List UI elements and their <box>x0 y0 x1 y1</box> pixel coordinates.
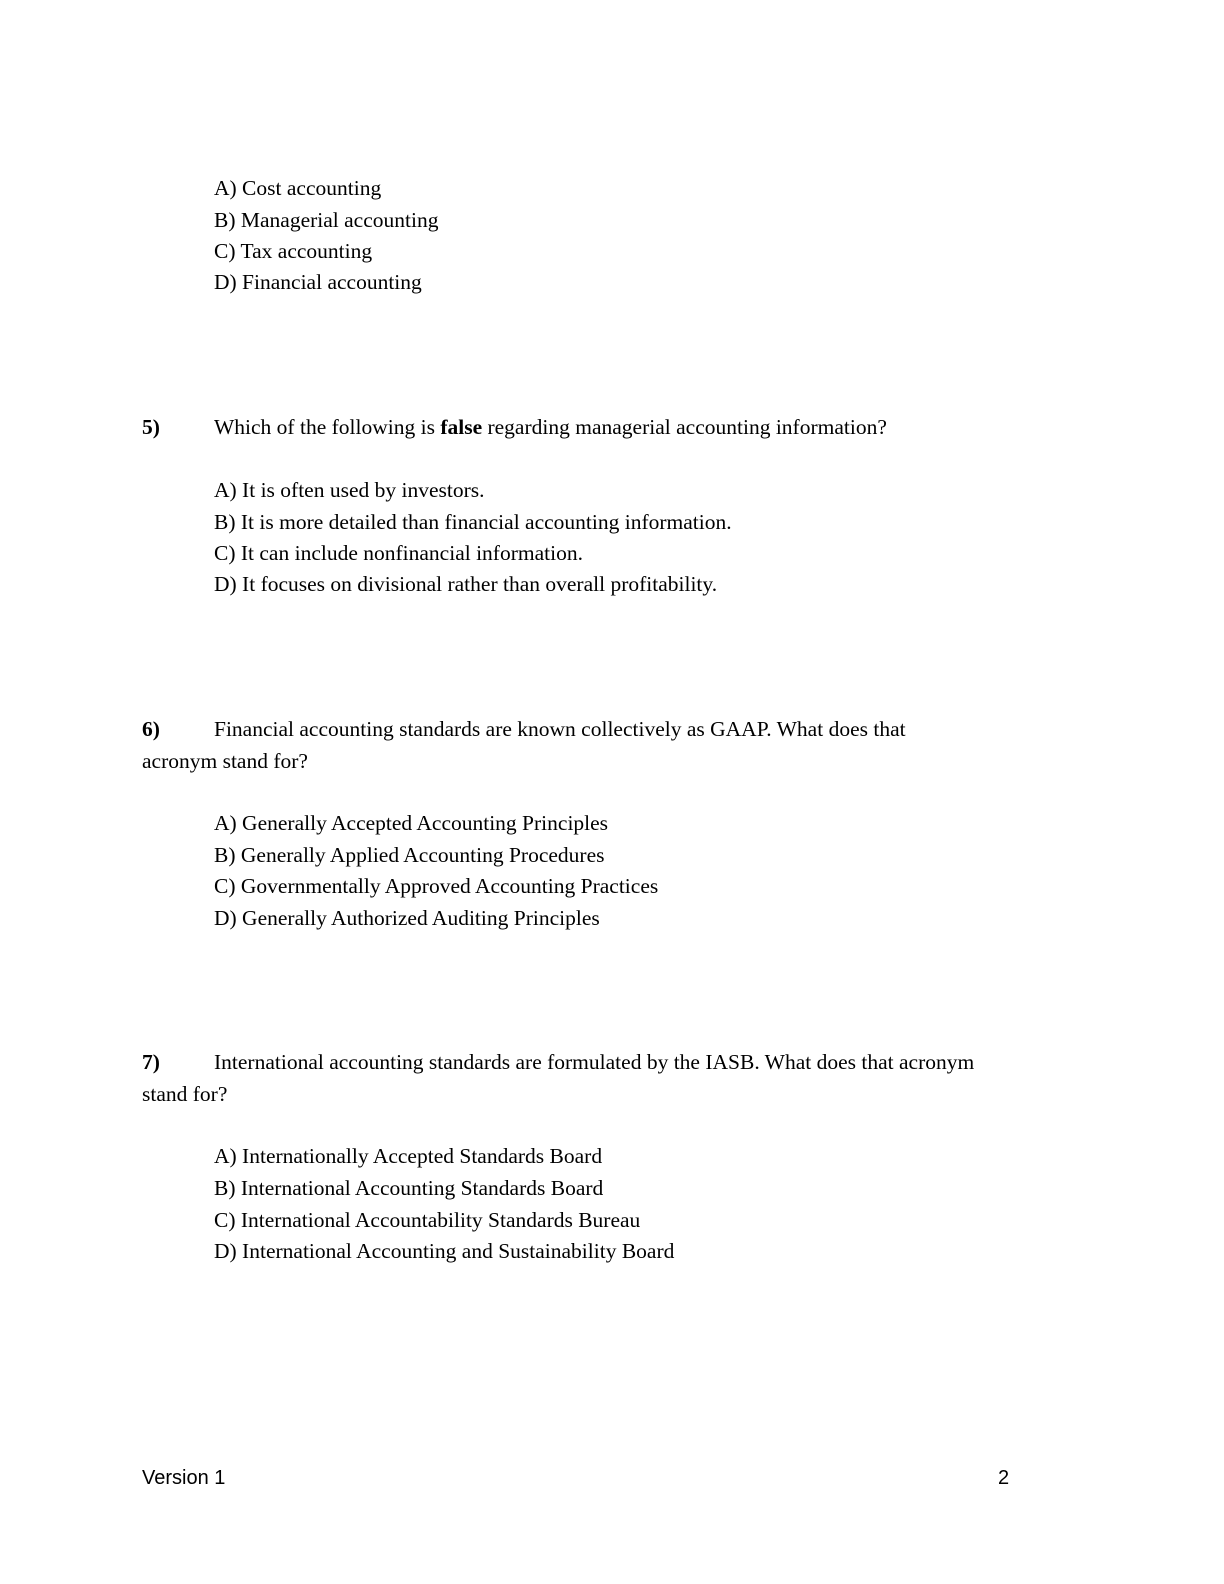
q4-option-a: A) Cost accounting <box>214 176 382 200</box>
q6-option-c: C) Governmentally Approved Accounting Practices <box>214 874 659 898</box>
footer-version: Version 1 <box>142 1467 226 1489</box>
q7-text-line1: International accounting standards are formulated by the IASB. What does that acronym <box>214 1050 975 1074</box>
q5-option-c: C) It can include nonfinancial information. <box>214 541 583 565</box>
q4-option-c: C) Tax accounting <box>214 239 373 263</box>
q5-option-d: D) It focuses on divisional rather than overall profitability. <box>214 572 718 596</box>
q4-option-b: B) Managerial accounting <box>214 208 439 232</box>
q6-number: 6) <box>142 717 160 741</box>
q7-option-c: C) International Accountability Standards Bureau <box>214 1208 641 1232</box>
q6-text-line2: acronym stand for? <box>142 749 308 773</box>
q6-text-line1: Financial accounting standards are known collectively as GAAP. What does that <box>214 717 906 741</box>
q6-option-d: D) Generally Authorized Auditing Principles <box>214 906 600 930</box>
q5-option-a: A) It is often used by investors. <box>214 478 485 502</box>
q5-emphasis: false <box>440 415 483 439</box>
q7-number: 7) <box>142 1050 160 1074</box>
q5-option-b: B) It is more detailed than financial accounting information. <box>214 510 732 534</box>
q5-number: 5) <box>142 415 160 439</box>
q5-text: Which of the following is false regarding managerial accounting information? <box>214 415 887 439</box>
footer-page-number: 2 <box>998 1467 1010 1489</box>
q7-text-line2: stand for? <box>142 1082 228 1106</box>
q7-option-d: D) International Accounting and Sustainability Board <box>214 1239 675 1263</box>
q6-option-b: B) Generally Applied Accounting Procedures <box>214 843 605 867</box>
q7-option-b: B) International Accounting Standards Board <box>214 1176 604 1200</box>
q7-option-a: A) Internationally Accepted Standards Board <box>214 1144 603 1168</box>
q4-option-d: D) Financial accounting <box>214 270 422 294</box>
q6-option-a: A) Generally Accepted Accounting Principles <box>214 811 609 835</box>
